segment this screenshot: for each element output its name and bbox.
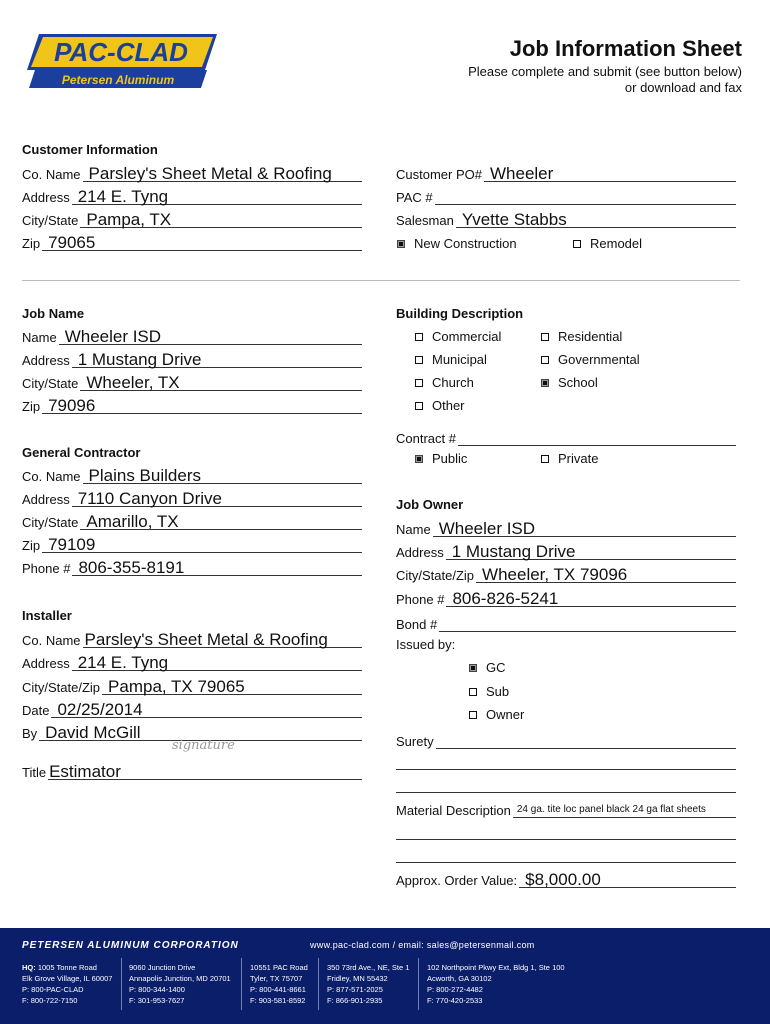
customer-po-field[interactable] (396, 162, 736, 182)
pac-clad-logo (25, 30, 217, 92)
job-zip-value: 79096 (48, 396, 96, 415)
customer-po-value: Wheeler (489, 164, 554, 183)
order-value: $8,000.00 (525, 870, 601, 889)
location-line-1: 1005 Tonne Road (35, 963, 97, 972)
field-label: Address (396, 545, 444, 560)
remodel-checkbox[interactable] (573, 236, 642, 251)
location-line-1-bold: HQ: (22, 963, 36, 972)
field-label: Name (396, 522, 431, 537)
checkbox-box[interactable] (469, 664, 477, 672)
job-city-field[interactable] (22, 371, 362, 391)
checkbox-box[interactable] (541, 379, 549, 387)
subtitle-line-2: or download and fax (624, 80, 742, 95)
field-label: Approx. Order Value: (396, 873, 518, 888)
location-line-3: P: 800-272-4482 (427, 985, 483, 994)
customer-heading: Customer Information (22, 142, 158, 157)
customer-co-name-field[interactable] (22, 162, 362, 182)
job-address-value: 1 Mustang Drive (77, 350, 202, 369)
owner-name-field[interactable] (396, 517, 736, 537)
location-line-3: P: 800-441-8661 (250, 985, 306, 994)
job-name-value: Wheeler ISD (64, 327, 162, 346)
location-line-1: 10551 PAC Road (250, 963, 308, 972)
new-construction-checkbox[interactable] (397, 236, 517, 251)
section-divider (22, 280, 740, 281)
checkbox-label: Remodel (590, 236, 643, 251)
church-checkbox[interactable] (415, 375, 474, 390)
field-label: PAC # (396, 190, 433, 205)
field-label: Phone # (396, 592, 445, 607)
footer-divider (241, 958, 242, 1010)
municipal-checkbox[interactable] (415, 352, 487, 367)
installer-address-field[interactable] (22, 651, 362, 671)
checkbox-box[interactable] (415, 379, 423, 387)
issued-by-label: Issued by: (396, 637, 456, 652)
field-label: Phone # (22, 561, 71, 576)
field-label: City/State (22, 376, 79, 391)
location-line-4: F: 903-581-8592 (250, 996, 306, 1005)
field-label: City/State/Zip (396, 568, 475, 583)
order-value-field[interactable] (396, 868, 736, 888)
gc-checkbox[interactable] (469, 660, 506, 675)
checkbox-box[interactable] (415, 333, 423, 341)
location-line-4: F: 800-722-7150 (22, 996, 78, 1005)
private-checkbox[interactable] (541, 451, 598, 466)
field-label: Salesman (396, 213, 454, 228)
customer-city-value: Pampa, TX (86, 210, 172, 229)
owner-phone-value: 806-826-5241 (452, 589, 559, 608)
checkbox-label: Commercial (432, 329, 502, 344)
installer-date-field[interactable] (22, 698, 362, 718)
location-line-2: Annapolis Junction, MD 20701 (129, 974, 231, 983)
governmental-checkbox[interactable] (541, 352, 640, 367)
gc-heading: General Contractor (22, 445, 141, 460)
surety-line-2[interactable] (396, 768, 736, 770)
checkbox-box[interactable] (397, 240, 405, 248)
installer-city-value: Pampa, TX 79065 (108, 677, 245, 696)
page-title: Job Information Sheet (509, 36, 742, 61)
field-label: Date (22, 703, 50, 718)
customer-zip-value: 79065 (48, 233, 96, 252)
field-label: City/State (22, 515, 79, 530)
location-line-3: P: 800-344-1400 (129, 985, 185, 994)
installer-city-field[interactable] (22, 675, 362, 695)
salesman-value: Yvette Stabbs (461, 210, 567, 229)
footer-location-mn (327, 962, 409, 1006)
customer-address-field[interactable] (22, 185, 362, 205)
checkbox-label: Other (432, 398, 465, 413)
school-checkbox[interactable] (541, 375, 598, 390)
location-line-3: P: 877-571-2025 (327, 985, 383, 994)
location-line-2: Acworth, GA 30102 (427, 974, 492, 983)
gc-city-field[interactable] (22, 510, 362, 530)
job-zip-field[interactable] (22, 394, 362, 414)
bond-field[interactable] (396, 612, 736, 632)
checkbox-label: Church (432, 375, 474, 390)
job-city-value: Wheeler, TX (86, 373, 180, 392)
customer-co-name-value: Parsley's Sheet Metal & Roofing (88, 164, 332, 183)
checkbox-label: Public (432, 451, 468, 466)
subtitle-line-1: Please complete and submit (see button below) (468, 64, 742, 79)
surety-field[interactable] (396, 729, 736, 749)
signature-hint: signature (172, 738, 235, 753)
gc-phone-value: 806-355-8191 (78, 558, 185, 577)
field-label: Zip (22, 236, 41, 251)
location-line-4: F: 866-901-2935 (327, 996, 383, 1005)
checkbox-label: Owner (486, 707, 525, 722)
location-line-1: 102 Northpoint Pkwy Ext, Bldg 1, Ste 100 (427, 963, 565, 972)
owner-address-value: 1 Mustang Drive (451, 542, 576, 561)
public-checkbox[interactable] (415, 451, 467, 466)
brand-sub: Petersen Aluminum (61, 73, 175, 87)
checkbox-box[interactable] (541, 455, 549, 463)
gc-phone-field[interactable] (22, 556, 362, 576)
owner-city-value: Wheeler, TX 79096 (482, 565, 628, 584)
location-line-2: Elk Grove Village, IL 60007 (22, 974, 113, 983)
footer-location-tx (250, 962, 308, 1006)
checkbox-box[interactable] (415, 455, 423, 463)
gc-co-name-field[interactable] (22, 464, 362, 484)
surety-line-3[interactable] (396, 791, 736, 793)
gc-address-field[interactable] (22, 487, 362, 507)
field-label: Name (22, 330, 57, 345)
field-label: City/State/Zip (22, 680, 101, 695)
checkbox-label: Municipal (432, 352, 487, 367)
checkbox-box[interactable] (415, 402, 423, 410)
customer-address-value: 214 E. Tyng (77, 187, 169, 206)
field-label: Co. Name (22, 469, 81, 484)
material-line-3[interactable] (396, 861, 736, 863)
field-label: Surety (396, 734, 434, 749)
owner-checkbox[interactable] (469, 707, 524, 722)
installer-co-name-value: Parsley's Sheet Metal & Roofing (84, 630, 328, 649)
field-label: Address (22, 353, 70, 368)
material-value: 24 ga. tite loc panel black 24 ga flat sheets (516, 804, 706, 815)
checkbox-box[interactable] (469, 688, 477, 696)
job-name-field[interactable] (22, 325, 362, 345)
other-checkbox[interactable] (415, 398, 465, 413)
field-label: Co. Name (22, 167, 81, 182)
field-label: Customer PO# (396, 167, 482, 182)
footer-web-email[interactable]: www.pac-clad.com / email: sales@petersenmail.com (310, 940, 535, 950)
field-label: Contract # (396, 431, 456, 446)
gc-city-value: Amarillo, TX (86, 512, 179, 531)
footer-divider (318, 958, 319, 1010)
field-label: Bond # (396, 617, 438, 632)
owner-city-field[interactable] (396, 563, 736, 583)
owner-heading: Job Owner (396, 497, 464, 512)
footer (0, 928, 770, 1024)
footer-location-md (129, 962, 231, 1006)
salesman-field[interactable] (396, 208, 736, 228)
checkbox-label: GC (486, 660, 506, 675)
field-label: Zip (22, 399, 41, 414)
material-field[interactable] (396, 798, 736, 818)
location-line-2: Tyler, TX 75707 (250, 974, 303, 983)
building-heading: Building Description (396, 306, 524, 321)
installer-title-field[interactable] (22, 760, 362, 780)
field-label: Title (22, 765, 47, 780)
location-line-4: F: 770-420-2533 (427, 996, 483, 1005)
page-subtitle (412, 64, 742, 96)
installer-by-value: David McGill (45, 723, 141, 742)
checkbox-label: New Construction (414, 236, 517, 251)
brand-main: PAC-CLAD (54, 37, 188, 67)
location-line-3: P: 800-PAC-CLAD (22, 985, 84, 994)
gc-address-value: 7110 Canyon Drive (77, 489, 222, 508)
field-label: City/State (22, 213, 79, 228)
footer-divider (418, 958, 419, 1010)
footer-divider (121, 958, 122, 1010)
gc-co-name-value: Plains Builders (88, 466, 201, 485)
checkbox-label: Sub (486, 684, 510, 699)
owner-address-field[interactable] (396, 540, 736, 560)
footer-brand: PETERSEN ALUMINUM CORPORATION (22, 940, 239, 951)
job-heading: Job Name (22, 306, 85, 321)
gc-zip-value: 79109 (48, 535, 96, 554)
location-line-4: F: 301-953-7627 (129, 996, 185, 1005)
location-line-1: 9060 Junction Drive (129, 963, 196, 972)
checkbox-box[interactable] (541, 356, 549, 364)
owner-phone-field[interactable] (396, 587, 736, 607)
commercial-checkbox[interactable] (415, 329, 501, 344)
checkbox-label: Governmental (558, 352, 640, 367)
installer-heading: Installer (22, 608, 72, 623)
gc-zip-field[interactable] (22, 533, 362, 553)
residential-checkbox[interactable] (541, 329, 622, 344)
field-label: Address (22, 656, 70, 671)
sub-checkbox[interactable] (469, 684, 509, 699)
field-label: By (22, 726, 38, 741)
field-label: Address (22, 492, 70, 507)
owner-name-value: Wheeler ISD (438, 519, 536, 538)
checkbox-box[interactable] (469, 711, 477, 719)
location-line-2: Fridley, MN 55432 (327, 974, 388, 983)
customer-city-field[interactable] (22, 208, 362, 228)
contract-field[interactable] (396, 426, 736, 446)
footer-location-hq (22, 962, 112, 1006)
location-line-1: 350 73rd Ave., NE, Ste 1 (327, 963, 410, 972)
material-line-2[interactable] (396, 838, 736, 840)
installer-co-name-field[interactable] (22, 628, 362, 648)
checkbox-label: Private (558, 451, 599, 466)
installer-address-value: 214 E. Tyng (77, 653, 169, 672)
field-label: Material Description (396, 803, 511, 818)
checkbox-label: School (558, 375, 598, 390)
checkbox-label: Residential (558, 329, 623, 344)
checkbox-box[interactable] (415, 356, 423, 364)
checkbox-box[interactable] (573, 240, 581, 248)
field-label: Co. Name (22, 633, 81, 648)
checkbox-box[interactable] (541, 333, 549, 341)
footer-location-ga (427, 962, 565, 1006)
job-address-field[interactable] (22, 348, 362, 368)
pac-number-field[interactable] (396, 185, 736, 205)
field-label: Address (22, 190, 70, 205)
customer-zip-field[interactable] (22, 231, 362, 251)
installer-title-value: Estimator (49, 762, 121, 781)
installer-date-value: 02/25/2014 (57, 700, 143, 719)
field-label: Zip (22, 538, 41, 553)
